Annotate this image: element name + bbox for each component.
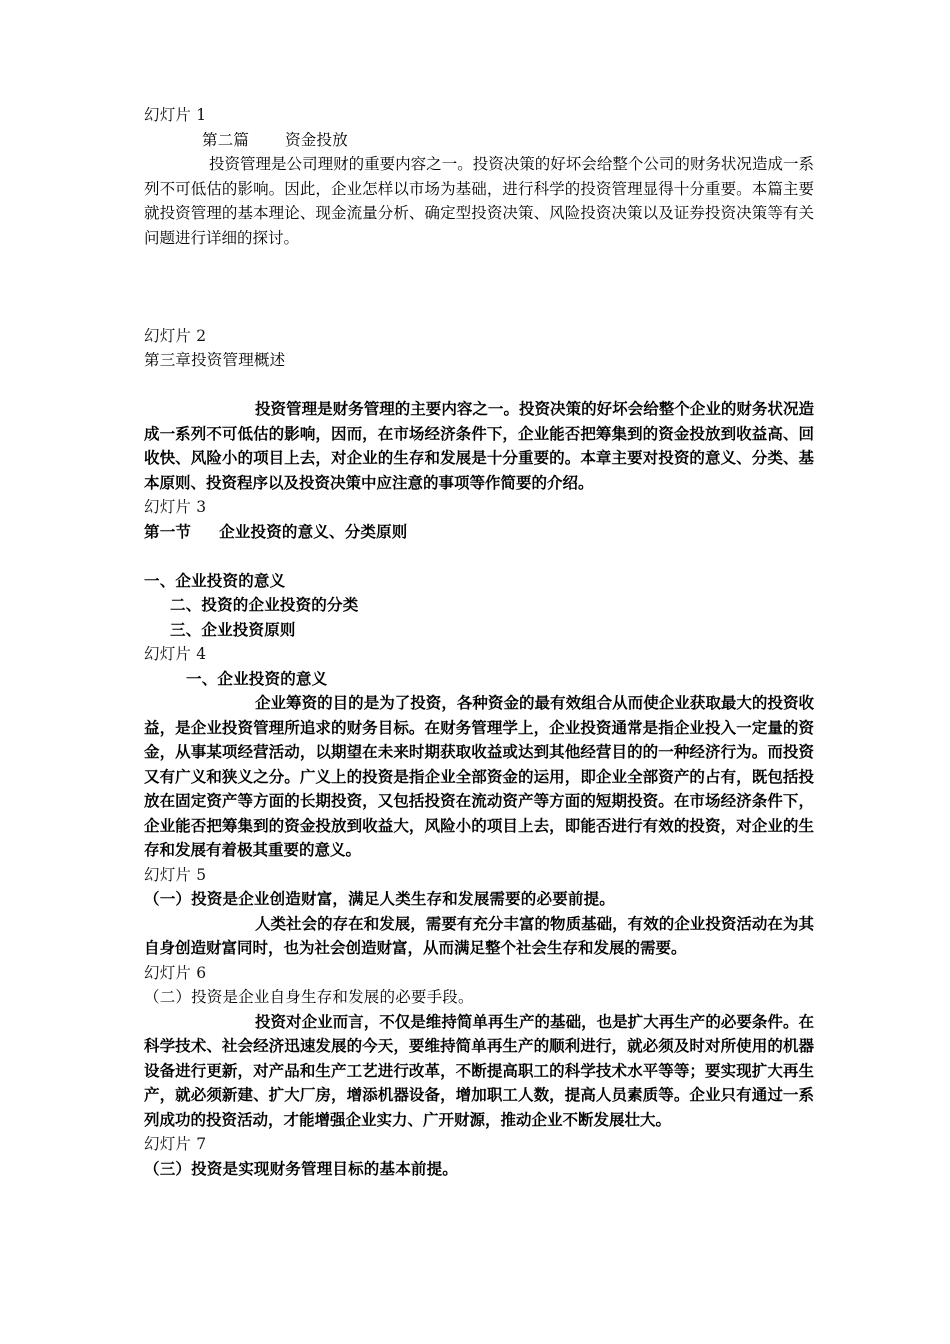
- document-page: [144, 103, 814, 1181]
- outline-item-2: 二、投资的企业投资的分类: [170, 596, 359, 614]
- outline-item-1: 一、企业投资的意义: [144, 571, 286, 590]
- slide-label: 幻灯片 2: [144, 326, 207, 345]
- section-title: [144, 520, 814, 545]
- part-intro-paragraph: 投资管理是公司理财的重要内容之一。投资决策的好坏会给整个公司的财务状况造成一系列不可低估的影响。因此，企业怎样以市场为基础，进行科学的投资管理显得十分重要。本篇主要就投资管理的基本理论、现金流量分析、确定型投资决策、风险投资决策以及证券投资决策等有关问题进行详细的探讨。: [144, 155, 814, 247]
- chapter-intro-paragraph: 投资管理是财务管理的主要内容之一。投资决策的好坏会给整个企业的财务状况造成一系列不可低估的影响，因而，在市场经济条件下，企业能否把筹集到的资金投放到收益高、回收快、风险小的项目上去，对企业的生存和发展是十分重要的。本章主要对投资的意义、分类、基本原则、投资程序以及投资决策中应注意的事项等作简要的介绍。: [144, 400, 814, 492]
- slide-label: 幻灯片 6: [144, 963, 207, 982]
- outline-item-3: 三、企业投资原则: [170, 620, 296, 639]
- slide-label: 幻灯片 5: [144, 865, 207, 884]
- part-number: 第二篇: [202, 130, 250, 149]
- slide-label: 幻灯片 4: [144, 645, 207, 663]
- slide-label: 幻灯片 3: [144, 498, 207, 516]
- point-heading-2: （二）投资是企业自身生存和发展的必要手段。: [144, 988, 474, 1006]
- point-paragraph-2: 投资对企业而言，不仅是维持简单再生产的基础，也是扩大再生产的必要条件。在科学技术、社会经济迅速发展的今天，要维持简单再生产的顺利进行，就必须及时对所使用的机器设备进行更新，对产品和生产工艺进行改革，不断提高职工的科学技术水平等等；要实现扩大再生产，就必须新建、扩大厂房，增添机器设备，增加职工人数，提高人员素质等。企业只有通过一系列成功的投资活动，才能增强企业实力、广开财源，推动企业不断发展壮大。: [144, 1012, 814, 1129]
- section-name: 企业投资的意义、分类原则: [219, 522, 408, 541]
- point-heading-3: （三）投资是实现财务管理目标的基本前提。: [144, 1159, 459, 1178]
- point-heading-1: （一）投资是企业创造财富，满足人类生存和发展需要的必要前提。: [144, 890, 616, 908]
- investment-meaning-paragraph: 企业筹资的目的是为了投资，各种资金的最有效组合从而使企业获取最大的投资收益，是企业投资管理所追求的财务目标。在财务管理学上，企业投资通常是指企业投入一定量的资金，从事某项经营活动，以期望在未来时期获取收益或达到其他经营目的的一种经济行为。而投资又有广义和狭义之分。广义上的投资是指企业全部资金的运用，即企业全部资产的占有，既包括投放在固定资产等方面的长期投资，又包括投资在流动资产等方面的短期投资。在市场经济条件下，企业能否把筹集到的资金投放到收益大，风险小的项目上去，即能否进行有效的投资，对企业的生存和发展有着极其重要的意义。: [144, 694, 814, 859]
- point-paragraph-1: 人类社会的存在和发展，需要有充分丰富的物质基础，有效的企业投资活动在为其自身创造财富同时，也为社会创造财富，从而满足整个社会生存和发展的需要。: [144, 914, 814, 957]
- slide-label: 幻灯片 1: [144, 106, 207, 124]
- subsection-heading: 一、企业投资的意义: [186, 669, 328, 688]
- section-number: 第一节: [144, 522, 192, 541]
- part-name: 资金投放: [285, 130, 348, 149]
- slide-label: 幻灯片 7: [144, 1135, 207, 1153]
- chapter-title: 第三章投资管理概述: [144, 351, 286, 369]
- part-title: [144, 128, 814, 153]
